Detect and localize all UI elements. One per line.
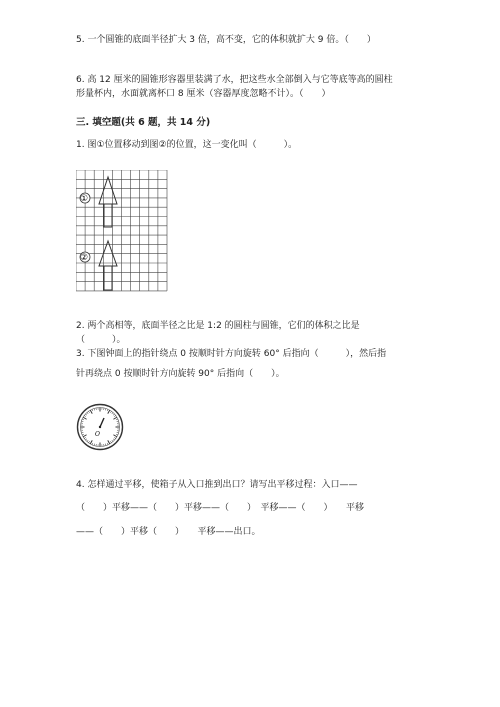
translation-grid-figure xyxy=(76,170,168,292)
fill-question-2-line-2: （ ）。 xyxy=(76,335,126,345)
question-6-line-1: 6. 高 12 厘米的圆锥形容器里装满了水，把这些水全部倒入与它等底等高的圆柱 xyxy=(76,75,393,85)
clock-center-label: O xyxy=(95,431,100,438)
question-6-line-2: 形量杯内，水面就离杯口 8 厘米（容器厚度忽略不计）。（ ） xyxy=(76,89,331,99)
figure-2-label: ② xyxy=(80,253,89,263)
fill-question-4-line-1: 4. 怎样通过平移，使箱子从入口推到出口？请写出平移过程：入口—— xyxy=(76,480,358,490)
figure-1-triangle xyxy=(99,177,117,204)
clock-figure xyxy=(76,403,124,451)
figure-2-rect xyxy=(104,266,112,290)
figure-1-label: ① xyxy=(80,194,89,204)
fill-question-4-line-3: ——（ ）平移（ ） 平移——出口。 xyxy=(76,527,261,537)
clock-svg xyxy=(76,403,124,451)
fill-question-3-line-1: 3. 下图钟面上的指针绕点 0 按顺时针方向旋转 60° 后指向（ ），然后指 xyxy=(76,349,387,359)
fill-question-1: 1. 图①位置移动到图②的位置，这一变化叫（ ）。 xyxy=(76,140,298,150)
question-5: 5. 一个圆锥的底面半径扩大 3 倍，高不变，它的体积就扩大 9 倍。（ ） xyxy=(76,35,376,45)
fill-question-2-line-1: 2. 两个高相等，底面半径之比是 1:2 的圆柱与圆锥，它们的体积之比是 xyxy=(76,321,360,331)
section-title: 三. 填空题(共 6 题，共 14 分) xyxy=(76,117,211,128)
grid-svg xyxy=(76,170,168,292)
fill-question-4-line-2: （ ）平移——（ ）平移——（ ） 平移——（ ） 平移 xyxy=(76,503,365,513)
fill-question-3-line-2: 针再绕点 0 按顺时针方向旋转 90° 后指向（ ）。 xyxy=(76,369,285,379)
